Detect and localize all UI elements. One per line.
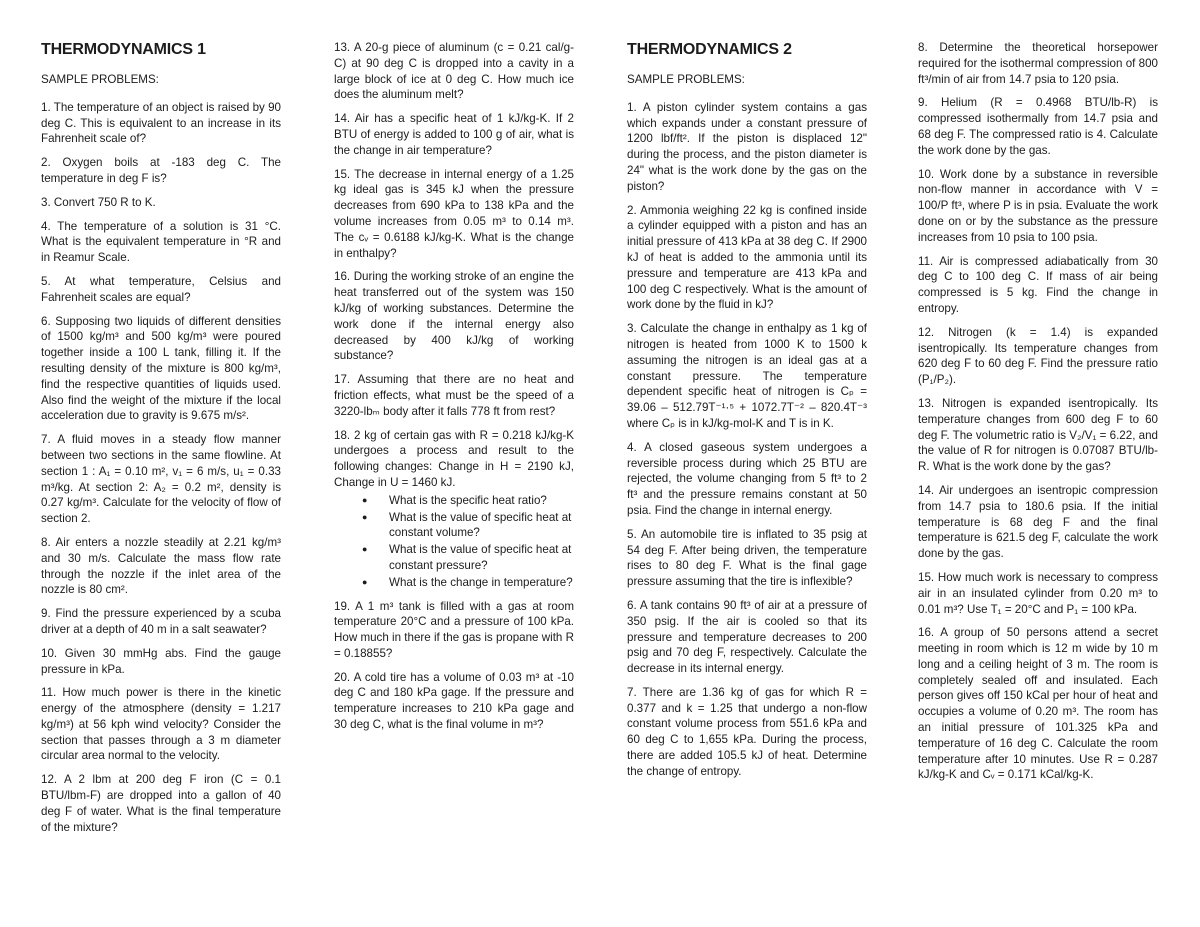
column-thermo2-part2 [918, 40, 1158, 791]
bullet-item: ● What is the specific heat ratio? [334, 493, 574, 509]
problem: 5. At what temperature, Celsius and Fahrenheit scales are equal? [41, 274, 281, 304]
problem: 12. Nitrogen (k = 1.4) is expanded isentropically. Its temperature changes from 620 deg F to 60 deg F. Find the pressure ratio (P₁/P₂). [918, 325, 1158, 387]
problem: 14. Air undergoes an isentropic compression from 14.7 psia to 180.6 psia. If the initial temperature is 68 deg F and the final temperature is 621.5 deg F, calculate the work done by the gas. [918, 483, 1158, 561]
section-subtitle: SAMPLE PROBLEMS: [627, 73, 745, 86]
problem: 11. How much power is there in the kinetic energy of the atmosphere (density = 1.217 kg/m³) at 56 kph wind velocity? Consider the section that passes through a 3 m diameter circular area normal to the velocity. [41, 686, 281, 763]
problem: 3. Calculate the change in enthalpy as 1 kg of nitrogen is heated from 1000 K to 1500 k assuming the nitrogen is an ideal gas at a constant pressure. The temperature dependent specific heat of nitrogen is Cₚ = 39.06 – 512.79T⁻¹·⁵ + 1072.7T⁻² – 820.4T⁻³ where Cₚ is in kJ/kg-mol-K and T is in K. [627, 322, 867, 430]
problem: 13. Nitrogen is expanded isentropically. Its temperature changes from 600 deg F to 60 deg F. The volumetric ratio is V₂/V₁ = 6.22, and the value of R for nitrogen is 0.07087 BTU/lb-R. What is the work done by the gas? [918, 396, 1158, 474]
problem: 5. An automobile tire is inflated to 35 psig at 54 deg F. After being driven, the temperature rises to 80 deg F. What is the final gage pressure assuming that the tire is inflexible? [627, 527, 867, 589]
problem: 9. Find the pressure experienced by a scuba driver at a depth of 40 m in a salt seawater? [41, 607, 281, 636]
problem-18-intro: 18. 2 kg of certain gas with R = 0.218 kJ/kg-K undergoes a process and result to the following changes: Change in H = 2190 kJ, Change in U = 1460 kJ. [334, 428, 574, 489]
problem: 3. Convert 750 R to K. [41, 195, 156, 209]
problem: 19. A 1 m³ tank is filled with a gas at room temperature 20°C and a pressure of 100 kPa. How much in there if the gas is propane with R = 0.18855? [334, 599, 574, 660]
problem: 17. Assuming that there are no heat and friction effects, what must be the speed of a 3220-lbₘ body after it falls 778 ft from rest? [334, 373, 574, 418]
problem: 4. The temperature of a solution is 31 °C. What is the equivalent temperature in °R and in Reamur Scale. [41, 219, 281, 265]
section-title: THERMODYNAMICS 1 [41, 41, 206, 58]
bullet-item: ● What is the value of specific heat at constant volume? [334, 510, 574, 542]
problem: 2. Ammonia weighing 22 kg is confined inside a cylinder equipped with a piston and has an initial pressure of 413 kPa at 38 deg C. If 2900 kJ of heat is added to the ammonia until its pressure and temperature are 413 kPa and 100 deg C respectively. What is the amount of work done by the fluid in kJ? [627, 203, 867, 312]
problem: 4. A closed gaseous system undergoes a reversible process during which 25 BTU are rejected, the volume changing from 5 ft³ to 2 ft³ and the pressure remains constant at 50 psia. Find the change in internal energy. [627, 440, 867, 517]
problem: 10. Work done by a substance in reversible non-flow manner in accordance with V = 100/P ft³, where P is in psia. Evaluate the work done on or by the substance as the pressure increases from 10 psia to 100 psia. [918, 167, 1158, 244]
problem: 6. A tank contains 90 ft³ of air at a pressure of 350 psig. If the air is cooled so that its pressure and temperature decreases to 200 psig and 70 deg F, respectively. Calculate the decrease in its internal energy. [627, 598, 867, 676]
problem-18-bullet-list [334, 493, 574, 591]
problem: 15. How much work is necessary to compress air in an insulated cylinder from 0.20 m³ to 0.01 m³? Use T₁ = 20°C and P₁ = 100 kPa. [918, 570, 1158, 616]
column-thermo1-part1 [41, 40, 281, 843]
problem: 9. Helium (R = 0.4968 BTU/lb-R) is compressed isothermally from 14.7 psia and 68 deg F. The compressed ratio is 4. Calculate the work done by the gas. [918, 96, 1158, 157]
problem: 12. A 2 lbm at 200 deg F iron (C = 0.1 BTU/lbm-F) are dropped into a gallon of 40 deg F of water. What is the final temperature of the mixture? [41, 773, 281, 834]
problem: 1. The temperature of an object is raised by 90 deg C. This is equivalent to an increase in its Fahrenheit scale of? [41, 100, 281, 146]
section-title: THERMODYNAMICS 2 [627, 41, 792, 58]
column-thermo1-part2 [334, 40, 574, 741]
problem: 16. During the working stroke of an engine the heat transferred out of the system was 150 kJ/kg of working substances. Determine the work done if the internal energy also decreased by 400 kJ/kg of working substance? [334, 270, 574, 363]
bullet-item: ● What is the change in temperature? [334, 575, 574, 591]
problem: 20. A cold tire has a volume of 0.03 m³ at -10 deg C and 180 kPa gage. If the pressure and temperature increases to 210 kPa gage and 30 deg C, what is the final volume in m³? [334, 670, 574, 732]
problem: 11. Air is compressed adiabatically from 30 deg C to 100 deg C. If mass of air being compressed is 5 kg. Find the change in entropy. [918, 254, 1158, 315]
problem: 15. The decrease in internal energy of a 1.25 kg ideal gas is 345 kJ when the pressure decreases from 690 kPa to 138 kPa and the volume increases from 0.05 m³ to 0.14 m³. The cᵥ = 0.6188 kJ/kg-K. What is the change in enthalpy? [334, 167, 574, 260]
problem-18 [334, 428, 574, 591]
problem: 6. Supposing two liquids of different densities of 1500 kg/m³ and 500 kg/m³ were poured together inside a 100 L tank, filling it. If the resulting density of the mixture is 800 kg/m³, find the respective quantities of liquids used. Also find the weight of the mixture if the local acceleration due to gravity is 9.675 m/s². [41, 314, 281, 423]
problem: 2. Oxygen boils at -183 deg C. The temperature in deg F is? [41, 156, 281, 185]
problem: 7. There are 1.36 kg of gas for which R = 0.377 and k = 1.25 that undergo a non-flow constant volume process from 551.6 kPa and 60 deg C to 1,655 kPa. During the process, there are added 105.5 kJ of heat. Determine the change of entropy. [627, 685, 867, 778]
problem: 16. A group of 50 persons attend a secret meeting in room which is 12 m wide by 10 m long and a ceiling height of 3 m. The room is completely sealed off and insulated. Each person gives off 150 kCal per hour of heat and occupies a volume of 0.20 m³. The room has an initial pressure of 101.325 kPa and temperature of 16 deg C. Calculate the room temperature after 10 minutes. Use R = 0.287 kJ/kg-K and Cᵥ = 0.171 kCal/kg-K. [918, 626, 1158, 782]
problem: 8. Air enters a nozzle steadily at 2.21 kg/m³ and 30 m/s. Calculate the mass flow rate through the nozzle if the inlet area of the nozzle is 80 cm². [41, 535, 281, 597]
problem: 8. Determine the theoretical horsepower required for the isothermal compression of 800 ft³/min of air from 14.7 psia to 120 psia. [918, 41, 1158, 86]
problem: 1. A piston cylinder system contains a gas which expands under a constant pressure of 1200 lbf/ft². If the piston is displaced 12" during the process, and the piston diameter is 24" what is the work done by the gas on the piston? [627, 100, 867, 193]
problem: 10. Given 30 mmHg abs. Find the gauge pressure in kPa. [41, 646, 281, 676]
problem: 13. A 20-g piece of aluminum (c = 0.21 cal/g-C) at 90 deg C is dropped into a cavity in a large block of ice at 0 deg C. How much ice does the aluminum melt? [334, 41, 574, 102]
problem: 7. A fluid moves in a steady flow manner between two sections in the same flowline. At section 1 : A₁ = 0.10 m², v₁ = 6 m/s, u₁ = 0.33 m³/kg. At section 2: A₂ = 0.2 m², density is 0.27 kg/m³. Calculate for the velocity of flow of section 2. [41, 433, 281, 526]
column-thermo2-part1 [627, 40, 867, 788]
section-subtitle: SAMPLE PROBLEMS: [41, 73, 159, 86]
bullet-item: ● What is the value of specific heat at constant pressure? [334, 542, 574, 574]
problem: 14. Air has a specific heat of 1 kJ/kg-K. If 2 BTU of energy is added to 100 g of air, what is the change in air temperature? [334, 112, 574, 157]
